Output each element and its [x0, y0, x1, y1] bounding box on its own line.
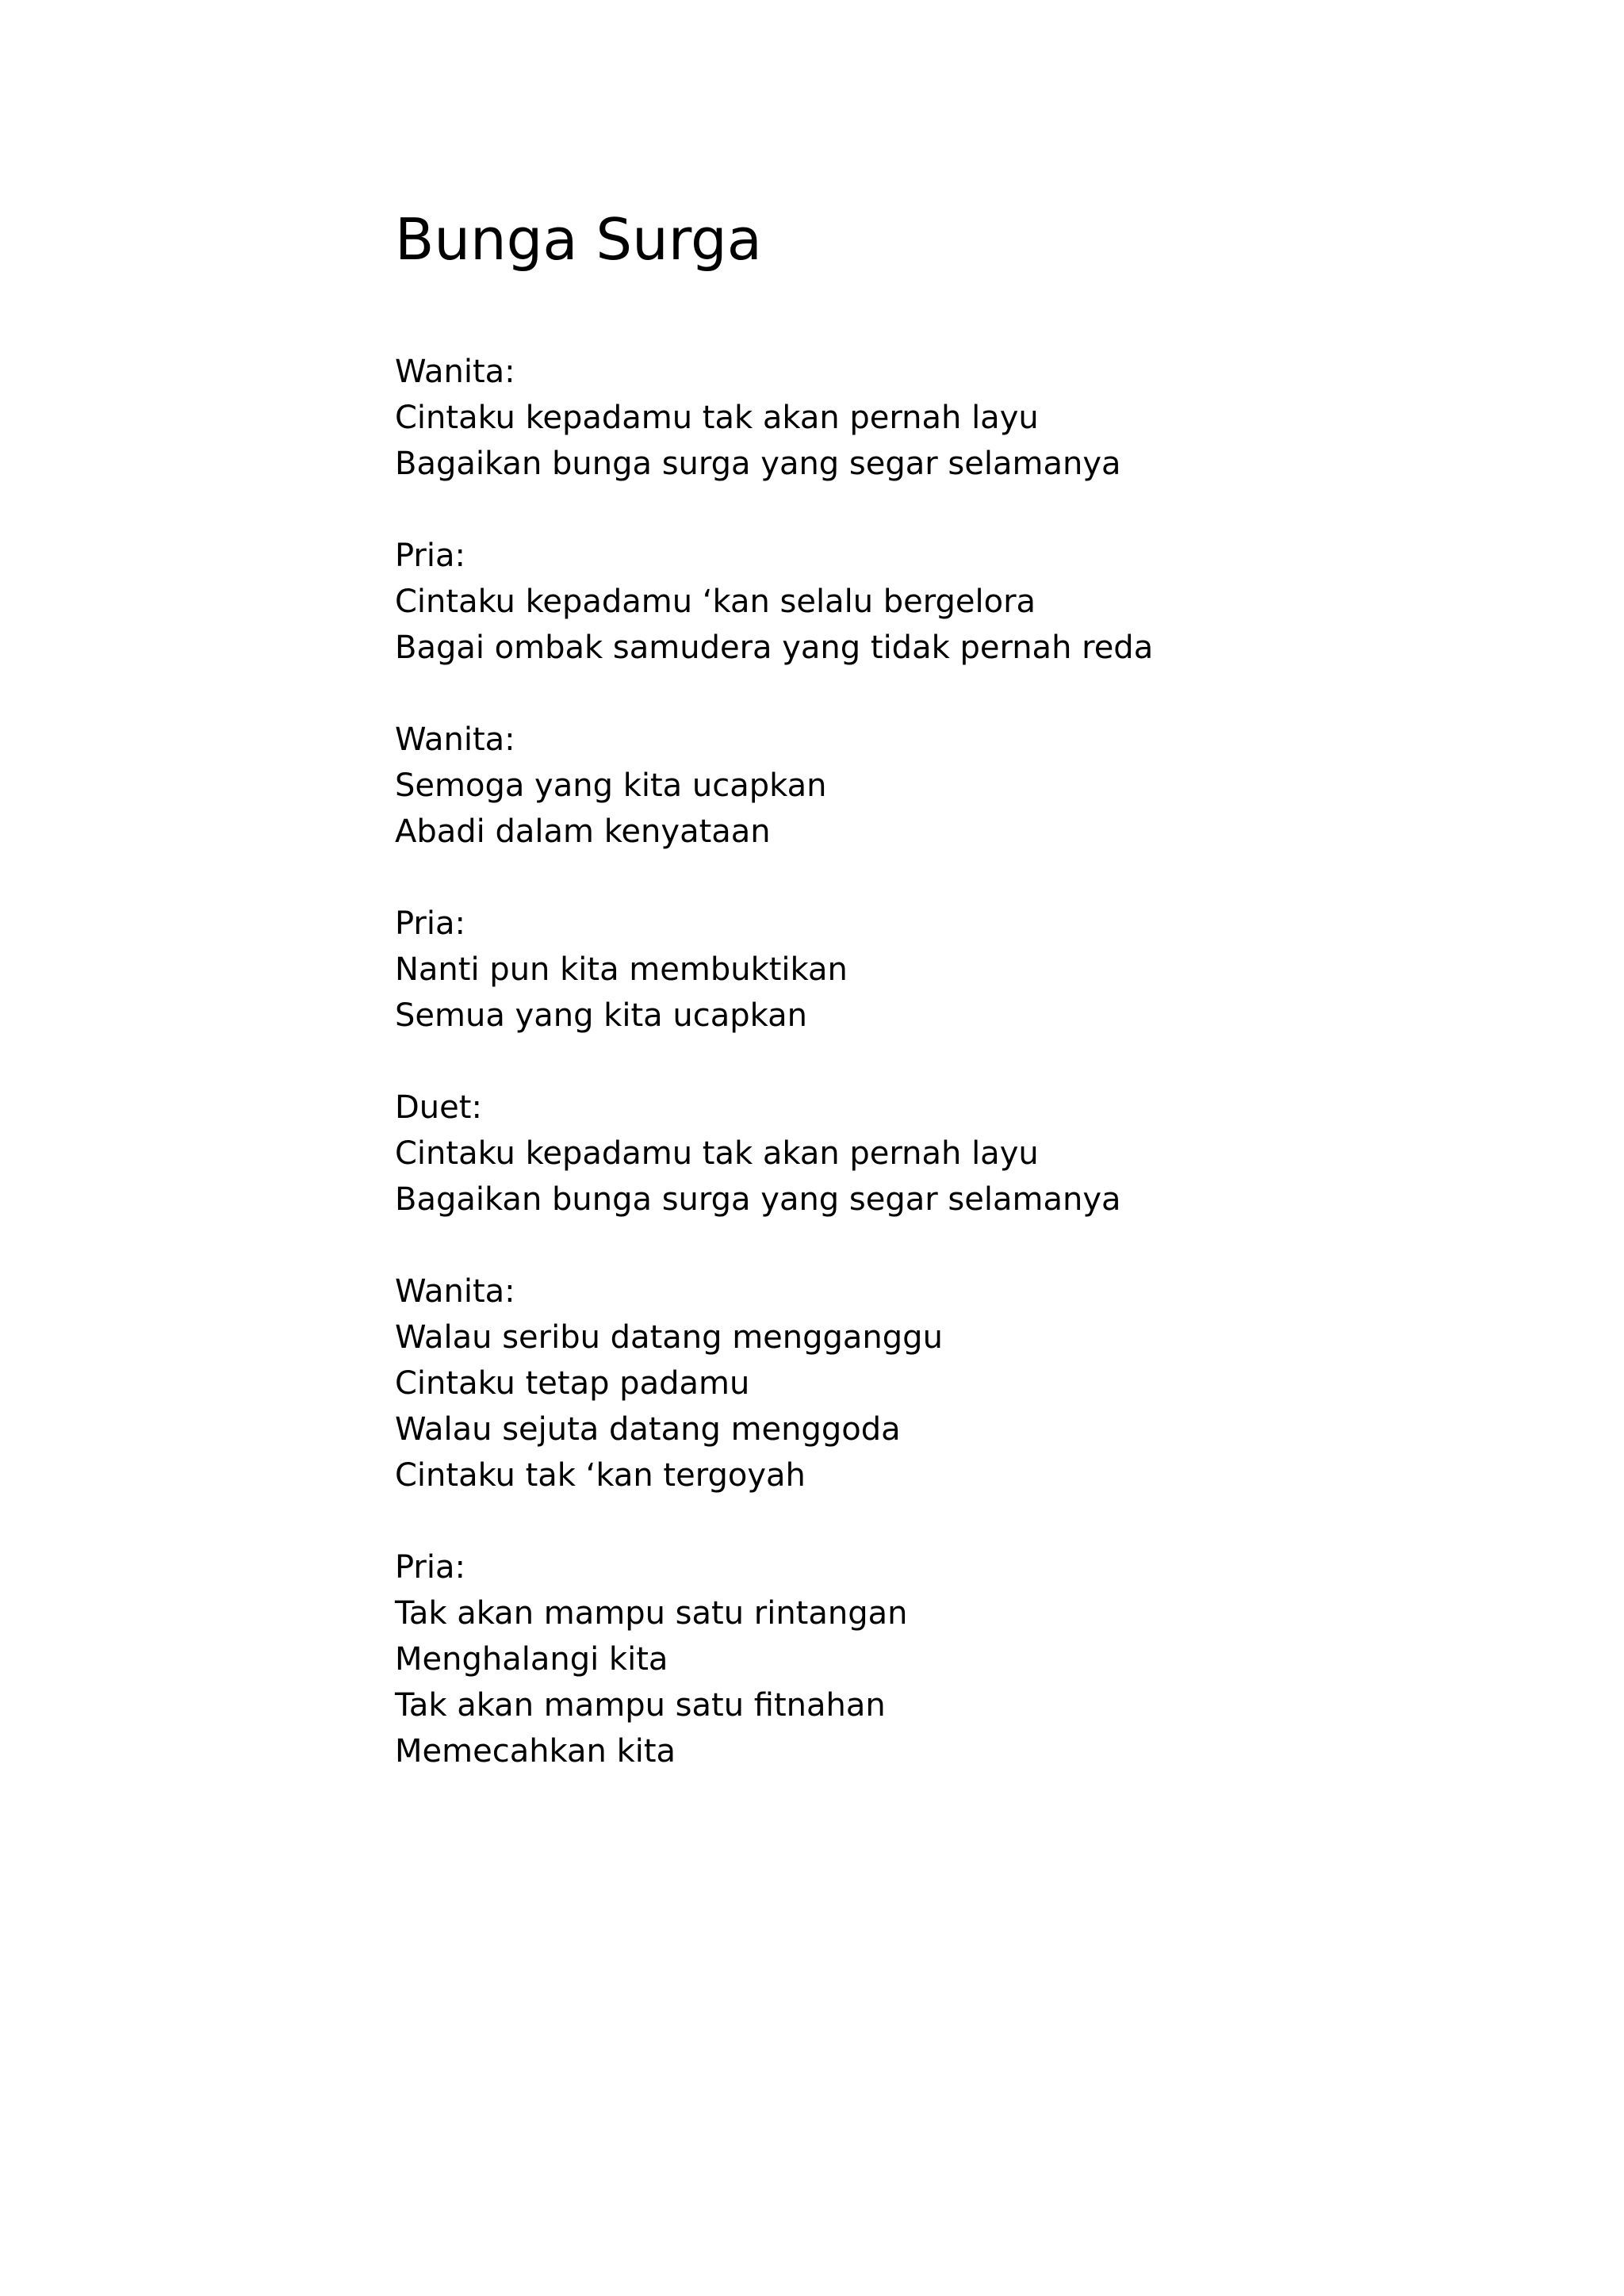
lyric-line: Abadi dalam kenyataan: [395, 813, 771, 850]
lyric-line: Nanti pun kita membuktikan: [395, 951, 848, 988]
lyric-line: Semoga yang kita ucapkan: [395, 767, 827, 804]
lyric-line: Bagaikan bunga surga yang segar selamanya: [395, 1181, 1121, 1218]
lyric-line: Cintaku kepadamu tak akan pernah layu: [395, 400, 1039, 436]
speaker-label: Duet:: [395, 1089, 482, 1126]
speaker-label: Pria:: [395, 905, 465, 942]
lyric-line: Tak akan mampu satu rintangan: [395, 1595, 908, 1632]
stanza: [395, 717, 1426, 855]
lyric-line: Bagai ombak samudera yang tidak pernah reda: [395, 629, 1154, 666]
stanza: [395, 349, 1426, 487]
lyric-line: Bagaikan bunga surga yang segar selamanya: [395, 446, 1121, 482]
stanza: [395, 1085, 1426, 1223]
stanza: [395, 1269, 1426, 1498]
speaker-label: Pria:: [395, 1549, 465, 1586]
lyric-line: Walau seribu datang mengganggu: [395, 1319, 943, 1356]
lyric-line: Cintaku tak ‘kan tergoyah: [395, 1457, 806, 1494]
lyric-line: Memecahkan kita: [395, 1733, 676, 1770]
stanza: [395, 1544, 1426, 1774]
speaker-label: Wanita:: [395, 354, 515, 390]
lyrics-content: [395, 208, 1426, 1820]
lyric-line: Walau sejuta datang menggoda: [395, 1411, 901, 1448]
stanza: [395, 901, 1426, 1039]
lyrics-body: [395, 349, 1426, 1774]
lyric-line: Tak akan mampu satu fitnahan: [395, 1687, 886, 1724]
lyric-line: Cintaku kepadamu tak akan pernah layu: [395, 1135, 1039, 1172]
lyric-line: Cintaku kepadamu ‘kan selalu bergelora: [395, 584, 1036, 620]
speaker-label: Wanita:: [395, 721, 515, 758]
stanza: [395, 533, 1426, 671]
song-title: Bunga Surga: [395, 206, 762, 273]
speaker-label: Wanita:: [395, 1273, 515, 1310]
lyric-line: Cintaku tetap padamu: [395, 1365, 750, 1402]
speaker-label: Pria:: [395, 538, 465, 574]
lyric-line: Semua yang kita ucapkan: [395, 997, 807, 1034]
lyric-line: Menghalangi kita: [395, 1641, 668, 1678]
